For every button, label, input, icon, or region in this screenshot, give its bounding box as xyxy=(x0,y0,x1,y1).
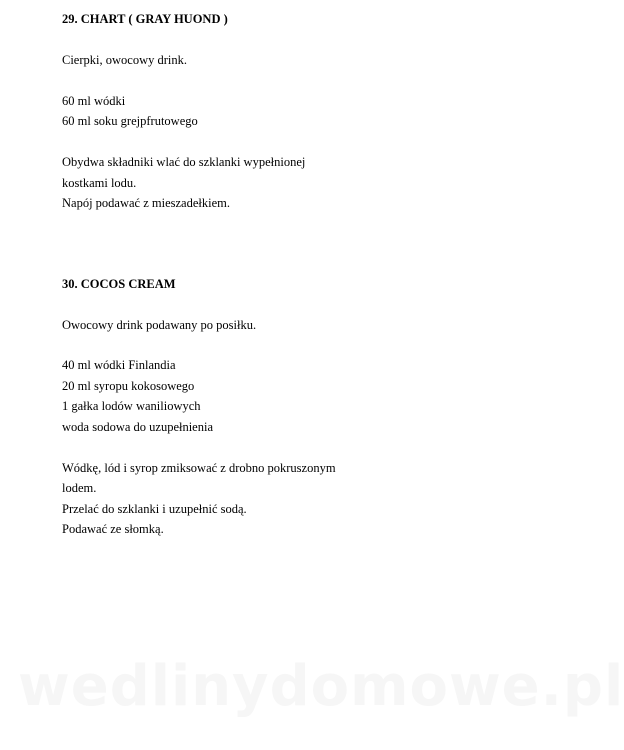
instruction-line: Napój podawać z mieszadełkiem. xyxy=(62,196,230,210)
instruction-line: Obydwa składniki wlać do szklanki wypełnionej xyxy=(62,155,306,169)
recipe-description: Owocowy drink podawany po posiłku. xyxy=(62,318,257,332)
instruction-line: lodem. xyxy=(62,481,97,495)
ingredient-line: 20 ml syropu kokosowego xyxy=(62,379,195,393)
instruction-line: Przelać do szklanki i uzupełnić sodą. xyxy=(62,502,247,516)
ingredient-line: 1 gałka lodów waniliowych xyxy=(62,399,201,413)
recipe-title: 30. COCOS CREAM xyxy=(62,277,176,291)
ingredient-line: 60 ml wódki xyxy=(62,94,126,108)
ingredient-line: 60 ml soku grejpfrutowego xyxy=(62,114,198,128)
ingredient-line: woda sodowa do uzupełnienia xyxy=(62,420,214,434)
instruction-line: kostkami lodu. xyxy=(62,176,137,190)
instruction-line: Podawać ze słomką. xyxy=(62,522,164,536)
recipe-title: 29. CHART ( GRAY HUOND ) xyxy=(62,12,228,26)
ingredient-line: 40 ml wódki Finlandia xyxy=(62,358,176,372)
recipe-description: Cierpki, owocowy drink. xyxy=(62,53,187,67)
watermark: wedlinydomowe.pl xyxy=(18,654,624,719)
instruction-line: Wódkę, lód i syrop zmiksować z drobno pokruszonym xyxy=(62,461,336,475)
